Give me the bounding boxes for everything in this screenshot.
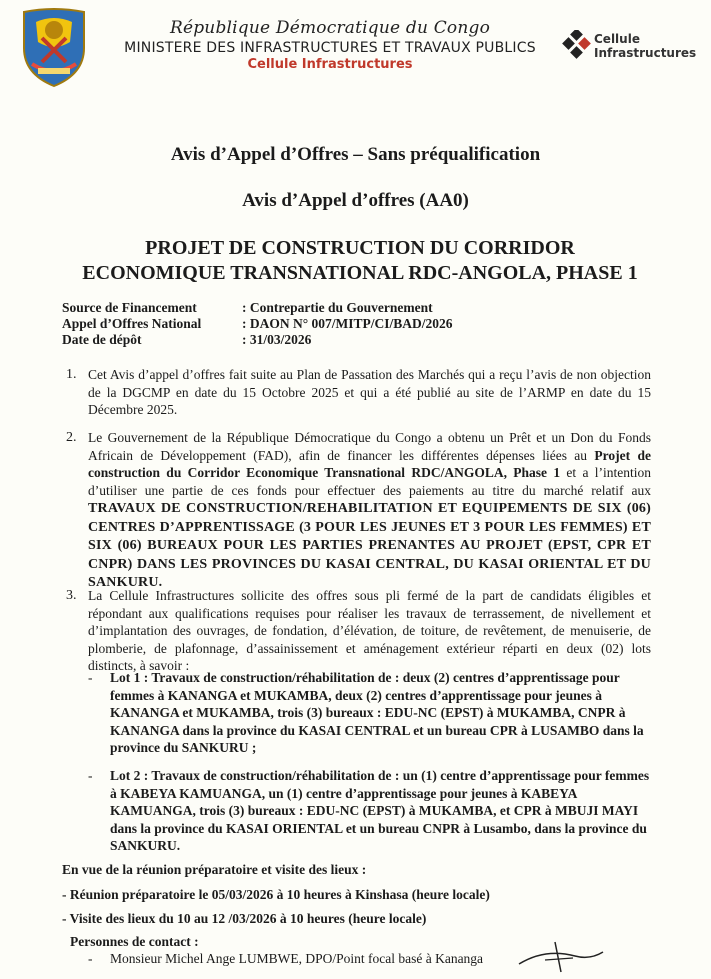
meta-key: Date de dépôt [62,332,142,347]
paragraph-2-works: TRAVAUX DE CONSTRUCTION/REHABILITATION ET EQUIPEMENTS DE SIX (06) CENTRES D’APPRENTISSAGE (3 POUR LES JEUNES ET 3 POUR LES FEMMES) ET SIX (06) BUREAUX POUR LES PARTIES PRENANTES AU PROJET (EPST, CPR ET CNPR) DANS LES PROVINCES DU KASAI CENTRAL, DU KASAI ORIENTAL ET DU SANKURU. [88,501,651,590]
paragraph-2 [88,429,651,592]
paragraph-2-project: Projet de construction du Corridor Economique Transnational RDC/ANGOLA, Phase 1 [88,447,651,480]
meta-value: : DAON N° 007/MITP/CI/BAD/2026 [242,316,453,331]
meta-key: Source de Financement [62,300,197,315]
meta-row [62,300,453,316]
contact-item: Monsieur Michel Ange LUMBWE, DPO/Point focal basé à Kananga [110,951,484,966]
project-title [40,236,680,286]
lot-bullet: - [88,670,93,685]
lot-2: Lot 2 : Travaux de construction/réhabilitation de : un (1) centre d’apprentissage pour femmes à KABEYA KAMUANGA, un (1) centre d’apprentissage pour jeunes à KABEYA KAMUANGA, trois (3) bureaux : EDU-NC (EPST) à MUKAMBA, et CPR à MBUJI MAYI dans la province du KASAI ORIENTAL et un bureau CNPR à Lusambo, dans la province du SANKURU. [110,768,650,853]
project-title-line-1: PROJET DE CONSTRUCTION DU CORRIDOR [145,237,575,259]
notice-title: Avis d’Appel d’Offres – Sans préqualification [170,144,541,165]
paragraph-3: La Cellule Infrastructures sollicite des offres sous pli fermé de la part de candidats éligibles et répondant aux qualifications requises pour réaliser les travaux de terrassement, de nivellement et d’implantation des ouvrages, de fondation, d’élévation, de toiture, de revêtement, de menuiserie, de plomberie, de plafonnage, d’assainissement et aménagement extérieur réparti en deux (02) lots distincts, à savoir : [88,588,651,673]
paragraph-1: Cet Avis d’appel d’offres fait suite au Plan de Passation des Marchés qui a reçu l’avis de non objection de la DGCMP en date du 15 Octobre 2025 et qui a été publié au site de l’ARMP en date du 15 Décembre 2025. [88,367,651,417]
meeting-item: - Réunion préparatoire le 05/03/2026 à 10 heures à Kinshasa (heure locale) [62,887,490,902]
meeting-item: - Visite des lieux du 10 au 12 /03/2026 à 10 heures (heure locale) [62,911,427,926]
contact-bullet: - [88,951,93,966]
logo-line-2: Infrastructures [594,46,697,60]
paragraph-number: 2. [66,430,77,445]
meeting-heading: En vue de la réunion préparatoire et visite des lieux : [62,862,367,877]
paragraph-number: 1. [66,367,77,382]
contacts-heading: Personnes de contact : [70,934,199,949]
logo-line-1: Cellule [594,32,640,46]
unit-name: Cellule Infrastructures [247,57,413,72]
notice-subtitle: Avis d’Appel d’offres (AA0) [242,190,469,211]
coat-of-arms-logo [14,8,94,88]
letterhead [120,18,540,72]
meta-value: : Contrepartie du Gouvernement [242,300,433,315]
paragraph-2-text-a: Le Gouvernement de la République Démocratique du Congo a obtenu un Prêt et un Don du Fonds Africain de Développement (FAD), afin de financer les différentes dépenses liées au [88,430,651,463]
lot-1: Lot 1 : Travaux de construction/réhabilitation de : deux (2) centres d’apprentissage pour femmes à KANANGA et MUKAMBA, deux (2) centres d’apprentissage pour jeunes à KANANGA et MUKAMBA, trois (3) bureaux : EDU-NC (EPST) à MUKAMBA, CNPR à KANANGA dans la province du KASAI CENTRAL et un bureau CPR à LUSAMBO dans la province du SANKURU ; [110,670,644,755]
republic-name: République Démocratique du Congo [169,18,491,38]
meta-row [62,332,453,348]
ministry-name: MINISTERE DES INFRASTRUCTURES ET TRAVAUX PUBLICS [124,40,536,56]
project-title-line-2: ECONOMIQUE TRANSNATIONAL RDC-ANGOLA, PHASE 1 [82,262,638,284]
meta-row [62,316,453,332]
signature [515,938,605,974]
meta-key: Appel d’Offres National [62,316,202,331]
notice-meta [62,300,453,348]
lot-bullet: - [88,768,93,783]
paragraph-number: 3. [66,588,77,603]
paragraph-2-text-c: et a l’intention d’utiliser une partie de ces fonds pour effectuer des paiements au titre du marché relatif aux [88,465,651,498]
meta-value: : 31/03/2026 [242,332,312,347]
